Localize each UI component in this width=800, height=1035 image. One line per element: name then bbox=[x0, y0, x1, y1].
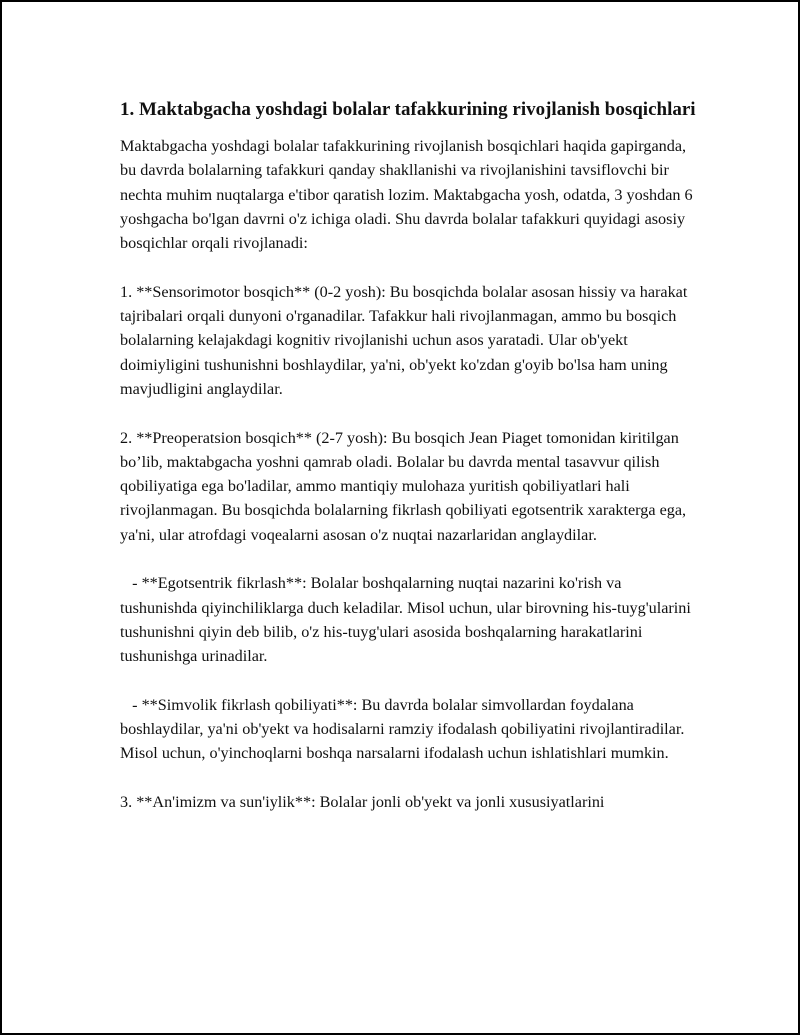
document-body bbox=[120, 96, 700, 814]
egocentric-thinking-paragraph: - **Egotsentrik fikrlash**: Bolalar boshqalarning nuqtai nazarini ko'rish va tushunishda qiyinchiliklarga duch keladilar. Misol uchun, ular birovning his-tuyg'ularini tushunishni qiyin deb bilib, o'z his-tuyg'ulari asosida boshqalarning harakatlarini tushunishga urinadilar. bbox=[120, 574, 695, 666]
document-title: 1. Maktabgacha yoshdagi bolalar tafakkurining rivojlanish bosqichlari bbox=[120, 99, 696, 120]
stage-1-paragraph: 1. **Sensorimotor bosqich** (0-2 yosh): Bu bosqichda bolalar asosan hissiy va harakat tajribalari orqali dunyoni o'rganadilar. Tafakkur hali rivojlanmagan, ammo bu bosqich bolalarning kelajakdagi kognitiv rivojlanishi uchun asos yaratadi. Ular ob'yekt doimiyligini tushunishni boshlaydilar, ya'ni, ob'yekt ko'zdan g'oyib bo'lsa ham uning mavjudligini anglaydilar. bbox=[120, 282, 692, 398]
stage-3-paragraph: 3. **An'imizm va sun'iylik**: Bolalar jonli ob'yekt va jonli xususiyatlarini bbox=[120, 793, 605, 812]
intro-paragraph: Maktabgacha yoshdagi bolalar tafakkurining rivojlanish bosqichlari haqida gapirganda, bu davrda bolalarning tafakkuri qanday shakllanishi va rivojlanishini tavsiflovchi bir nechta muhim nuqtalarga e'tibor qaratish lozim. Maktabgacha yosh, odatda, 3 yoshdan 6 yoshgacha bo'lgan davrni o'z ichiga oladi. Shu davrda bolalar tafakkuri quyidagi asosiy bosqichlar orqali rivojlanadi: bbox=[120, 137, 697, 253]
symbolic-thinking-paragraph: - **Simvolik fikrlash qobiliyati**: Bu davrda bolalar simvollardan foydalana boshlaydilar, ya'ni ob'yekt va hodisalarni ramziy ifodalash qobiliyatini rivojlantiradilar. Misol uchun, o'yinchoqlarni boshqa narsalarni ifodalash uchun ishlatishlari mumkin. bbox=[120, 695, 689, 763]
stage-2-paragraph: 2. **Preoperatsion bosqich** (2-7 yosh): Bu bosqich Jean Piaget tomonidan kiritilgan bo’lib, maktabgacha yoshni qamrab oladi. Bolalar bu davrda mental tasavvur qilish qobiliyatiga ega bo'ladilar, ammo mantiqiy mulohaza yuritish qobiliyatlari hali rivojlanmagan. Bu bosqichda bolalarning fikrlash qobiliyati egotsentrik xarakterga ega, ya'ni, ular atrofdagi voqealarni asosan o'z nuqtai nazarlaridan anglaydilar. bbox=[120, 428, 691, 544]
